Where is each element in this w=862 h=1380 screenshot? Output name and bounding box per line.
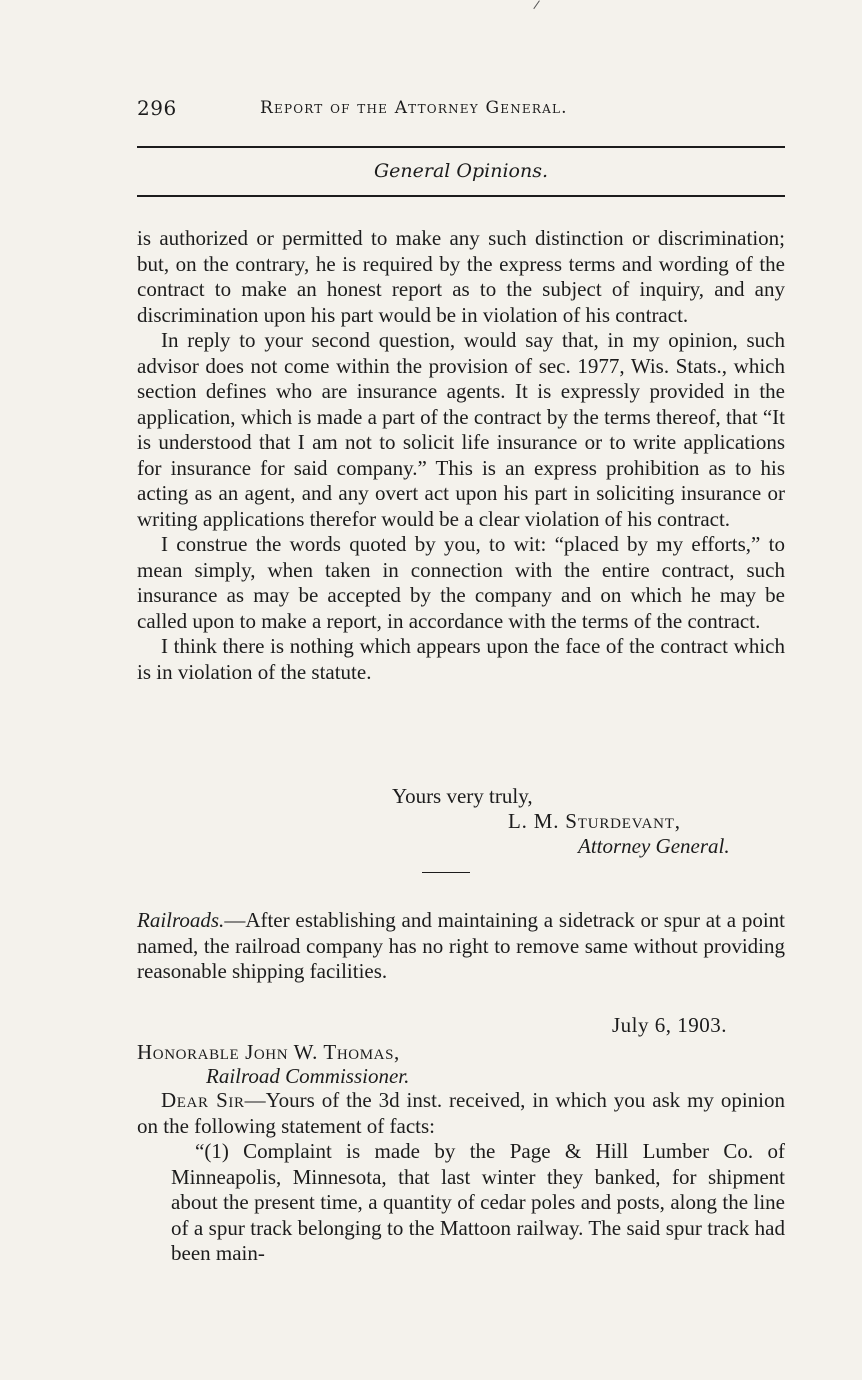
body-paragraph: I construe the words quoted by you, to wit: “placed by my efforts,” to mean simply, when taken in connection with the entire contract, such insurance as may be accepted by the company and on which he may be called upon to make a report, in accordance with the terms of the contract. [137, 532, 785, 633]
header-rule-top [137, 146, 785, 148]
section-heading: General Opinions. [373, 160, 549, 182]
body-paragraph: is authorized or permitted to make any such distinction or discrimination; but, on the contrary, he is required by the express terms and wording of the contract to make an honest report as to the subject of inquiry, and any discrimination upon his part would be in violation of his contract. [137, 226, 785, 327]
header-rule-bottom [137, 195, 785, 197]
page-number: 296 [137, 96, 177, 120]
opinion-body [137, 226, 785, 685]
body-paragraph: I think there is nothing which appears upon the face of the contract which is in violation of the statute. [137, 634, 785, 684]
opening-text: —Yours of the 3d inst. received, in which you ask my opinion on the following statement of facts: [137, 1088, 785, 1138]
headnote-text: —After establishing and maintaining a sidetrack or spur at a point named, the railroad company has no right to remove same without providing reasonable shipping facilities. [137, 908, 785, 983]
stray-pen-mark [533, 0, 540, 9]
section-separator [422, 872, 470, 873]
headnote-subject: Railroads. [137, 908, 225, 932]
signature-line [508, 809, 862, 834]
signatory-title: Attorney General. [578, 834, 730, 858]
addressee-name: Honorable John W. Thomas, [137, 1040, 400, 1064]
salutation: Dear Sir [161, 1088, 245, 1112]
signature: L. M. Sturdevant, [508, 809, 681, 833]
addressee-title: Railroad Commissioner. [206, 1064, 410, 1088]
letter-body [137, 1088, 785, 1267]
body-paragraph: In reply to your second question, would say that, in my opinion, such advisor does not come within the provision of sec. 1977, Wis. Stats., which section defines who are insurance agents. It is expressly provided in the application, which is made a part of the contract by the terms thereof, that “It is understood that I am not to solicit life insurance or to write applications for insurance for said company.” This is an express prohibition as to his acting as an agent, and any overt act upon his part in soliciting insurance or writing applications therefor would be a clear violation of his contract. [137, 328, 785, 531]
letter-date: July 6, 1903. [612, 1013, 728, 1037]
valediction: Yours very truly, [392, 784, 533, 808]
headnote [137, 908, 785, 985]
quoted-statement: “(1) Complaint is made by the Page & Hill Lumber Co. of Minneapolis, Minnesota, that last winter they banked, for shipment about the present time, a quantity of cedar poles and posts, along the line of a spur track belonging to the Mattoon railway. The said spur track had been main- [171, 1139, 785, 1265]
running-title: Report of the Attorney General. [260, 98, 568, 118]
letter-opening [137, 1088, 785, 1139]
